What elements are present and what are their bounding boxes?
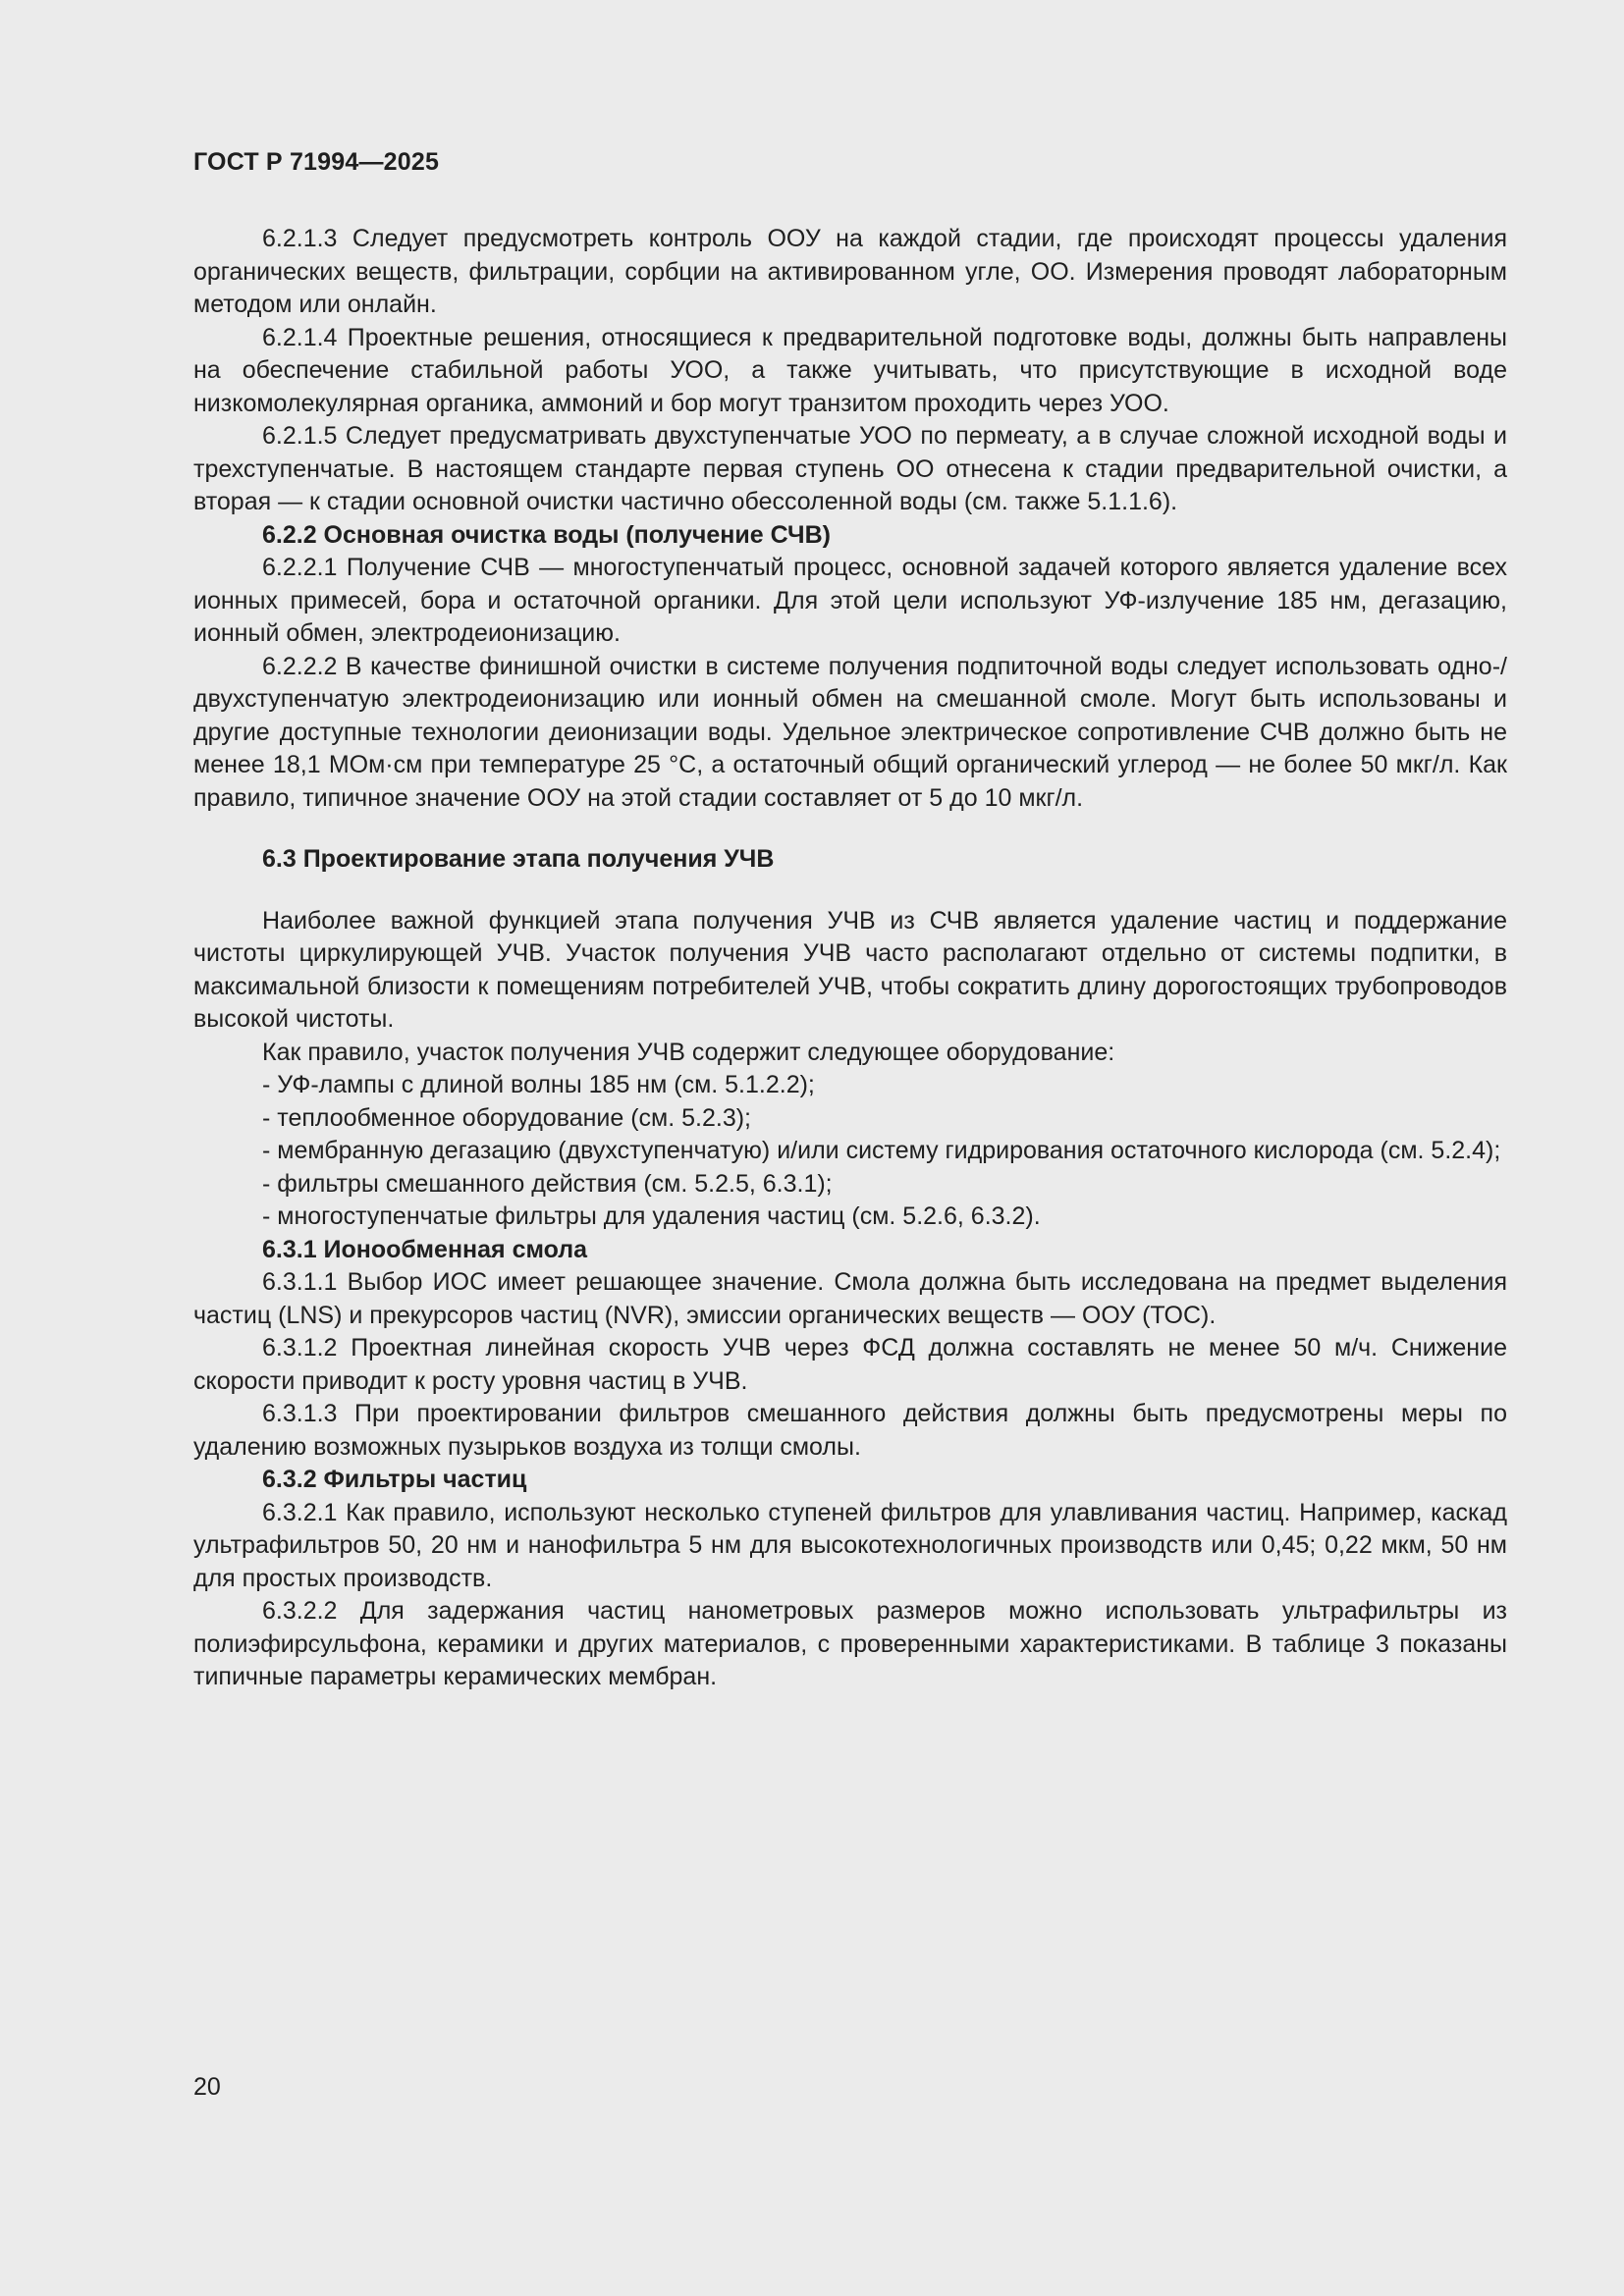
- section-heading-6-3: 6.3 Проектирование этапа получения УЧВ: [262, 845, 775, 873]
- paragraph-6-3-intro: Наиболее важной функцией этапа получения УЧВ из СЧВ является удаление частиц и поддержание чистоты циркулирующей УЧВ. Участок получения УЧВ часто располагают отдельно от системы подпитки, в максимальной близости к помещениям потребителей УЧВ, чтобы сократить длину дорогостоящих трубопроводов высокой чистоты.: [193, 906, 1507, 1033]
- paragraph-6-3-1-2: 6.3.1.2 Проектная линейная скорость УЧВ через ФСД должна составлять не менее 50 м/ч. Снижение скорости приводит к росту уровня частиц в УЧВ.: [193, 1334, 1507, 1395]
- paragraph-6-2-1-5: 6.2.1.5 Следует предусматривать двухступенчатые УОО по пермеату, а в случае сложной исходной воды и трехступенчатые. В настоящем стандарте первая ступень ОО отнесена к стадии предварительной очистки, а вторая — к стадии основной очистки частично обессоленной воды (см. также 5.1.1.6).: [193, 422, 1507, 515]
- paragraph-6-2-1-4: 6.2.1.4 Проектные решения, относящиеся к предварительной подготовке воды, должны быть направлены на обеспечение стабильной работы УОО, а также учитывать, что присутствующие в исходной воде низкомолекулярная органика, аммоний и бор могут транзитом проходить через УОО.: [193, 323, 1507, 417]
- paragraph-6-2-1-3: 6.2.1.3 Следует предусмотреть контроль ООУ на каждой стадии, где происходят процессы удаления органических веществ, фильтрации, сорбции на активированном угле, ОО. Измерения проводят лабораторным методом или онлайн.: [193, 225, 1507, 318]
- subsection-heading-6-2-2: 6.2.2 Основная очистка воды (получение СЧВ): [262, 520, 832, 549]
- subsection-heading-6-3-1: 6.3.1 Ионообменная смола: [262, 1235, 588, 1263]
- list-item: - мембранную дегазацию (двухступенчатую) и/или систему гидрирования остаточного кислорода (см. 5.2.4);: [262, 1137, 1501, 1164]
- paragraph-6-3-2-1: 6.3.2.1 Как правило, используют несколько ступеней фильтров для улавливания частиц. Например, каскад ультрафильтров 50, 20 нм и нанофильтра 5 нм для высокотехнологичных производств или 0,45; 0,22 мкм, 50 нм для простых производств.: [193, 1498, 1507, 1592]
- paragraph-6-2-2-1: 6.2.2.1 Получение СЧВ — многоступенчатый процесс, основной задачей которого является удаление всех ионных примесей, бора и остаточной органики. Для этой цели используют УФ-излучение 185 нм, дегазацию, ионный обмен, электродеионизацию.: [193, 554, 1507, 647]
- list-item: - многоступенчатые фильтры для удаления частиц (см. 5.2.6, 6.3.2).: [262, 1202, 1041, 1230]
- page-header: ГОСТ Р 71994—2025: [193, 148, 440, 176]
- paragraph-6-3-1-1: 6.3.1.1 Выбор ИОС имеет решающее значение. Смола должна быть исследована на предмет выделения частиц (LNS) и прекурсоров частиц (NVR), эмиссии органических веществ — ООУ (ТОС).: [193, 1268, 1507, 1329]
- list-item: - фильтры смешанного действия (см. 5.2.5, 6.3.1);: [262, 1169, 833, 1198]
- paragraph-6-2-2-2: 6.2.2.2 В качестве финишной очистки в системе получения подпиточной воды следует использовать одно-/двухступенчатую электродеионизацию или ионный обмен на смешанной смоле. Могут быть использованы и другие доступные технологии деионизации воды. Удельное электрическое сопротивление СЧВ должно быть не менее 18,1 МОм·см при температуре 25 °С, а остаточный общий органический углерод — не более 50 мкг/л. Как правило, типичное значение ООУ на этой стадии составляет от 5 до 10 мкг/л.: [193, 652, 1507, 812]
- list-item: - УФ-лампы с длиной волны 185 нм (см. 5.1.2.2);: [262, 1071, 815, 1098]
- page-number: 20: [193, 2073, 221, 2101]
- subsection-heading-6-3-2: 6.3.2 Фильтры частиц: [262, 1466, 527, 1493]
- paragraph-6-3-list-intro: Как правило, участок получения УЧВ содержит следующее оборудование:: [262, 1038, 1115, 1066]
- paragraph-6-3-1-3: 6.3.1.3 При проектировании фильтров смешанного действия должны быть предусмотрены меры по удалению возможных пузырьков воздуха из толщи смолы.: [193, 1400, 1507, 1461]
- paragraph-6-3-2-2: 6.3.2.2 Для задержания частиц нанометровых размеров можно использовать ультрафильтры из полиэфирсульфона, керамики и других материалов, с проверенными характеристиками. В таблице 3 показаны типичные параметры керамических мембран.: [193, 1597, 1507, 1690]
- document-body: [193, 223, 1507, 1694]
- list-item: - теплообменное оборудование (см. 5.2.3);: [262, 1103, 751, 1132]
